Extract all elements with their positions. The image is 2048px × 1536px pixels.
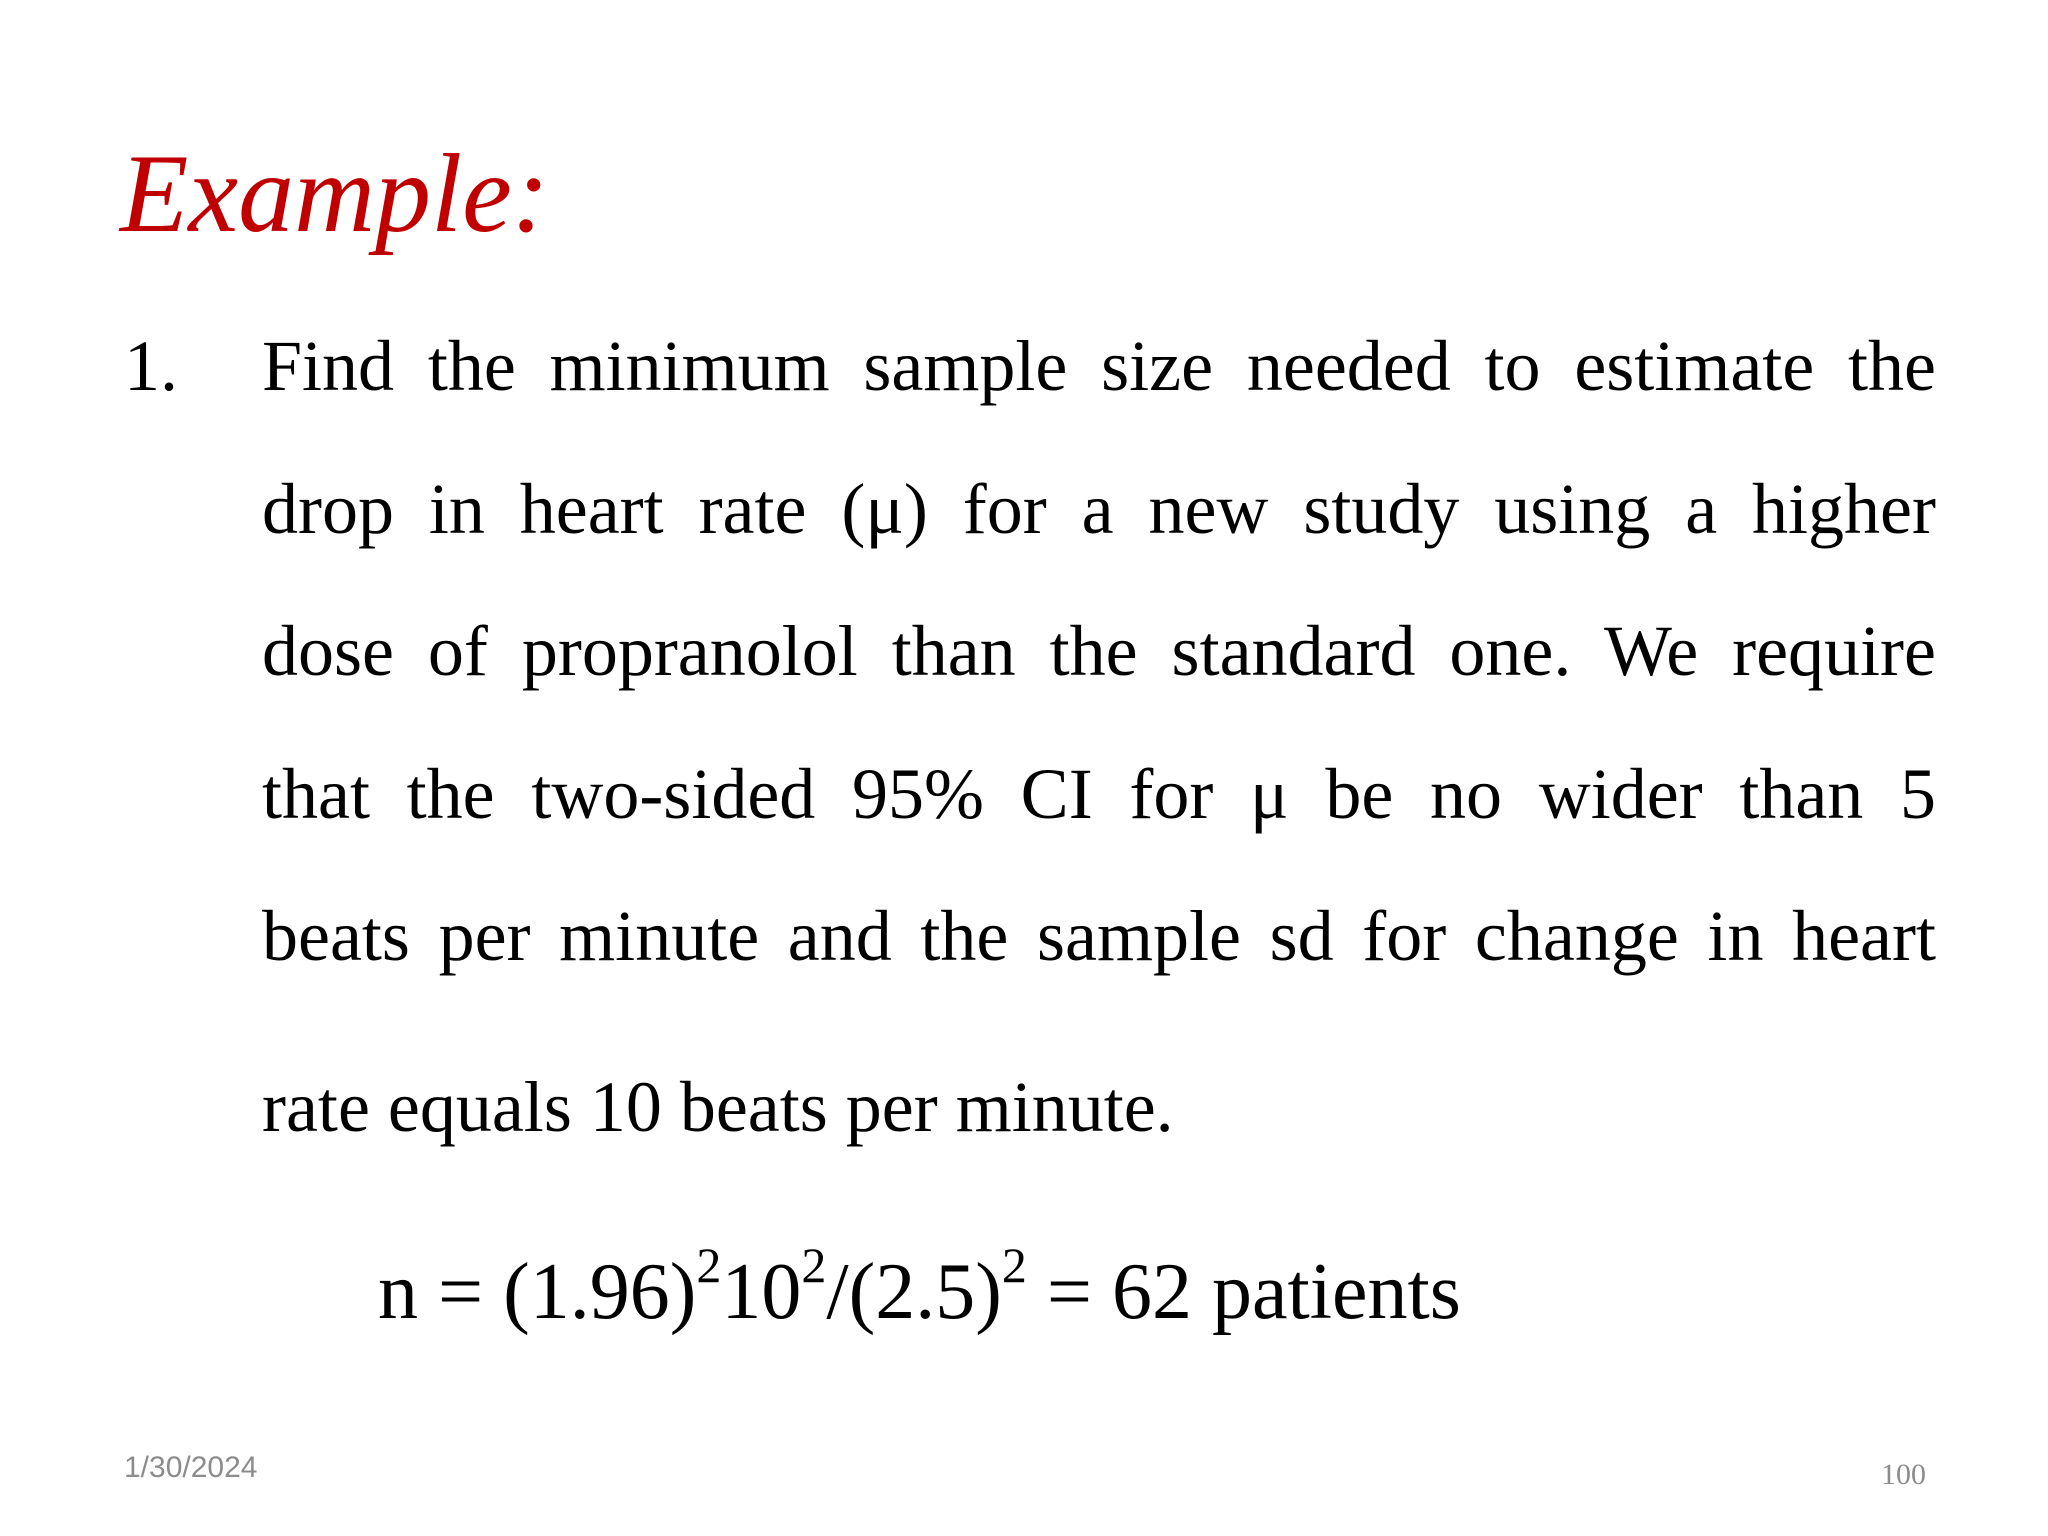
list-item-number: 1. xyxy=(124,326,178,406)
formula-exponent-1: 2 xyxy=(696,1237,722,1294)
body-line-6: rate equals 10 beats per minute. xyxy=(262,1067,1174,1147)
formula-part-1: n = (1.96) xyxy=(378,1248,697,1336)
formula-exponent-2: 2 xyxy=(801,1237,827,1294)
body-line-3: dose of propranolol than the standard one. We require xyxy=(262,611,1936,691)
formula-part-4: = 62 patients xyxy=(1026,1248,1461,1336)
body-line-1: Find the minimum sample size needed to estimate the xyxy=(262,326,1936,406)
footer-date: 1/30/2024 xyxy=(124,1451,258,1484)
slide-title: Example: xyxy=(120,132,550,256)
formula-part-3: /(2.5) xyxy=(826,1248,1002,1336)
formula-exponent-3: 2 xyxy=(1001,1237,1027,1294)
formula-part-2: 10 xyxy=(721,1248,802,1336)
body-line-5: beats per minute and the sample sd for change in heart xyxy=(262,896,1936,976)
footer-page-number: 100 xyxy=(1881,1458,1926,1491)
body-line-2: drop in heart rate (μ) for a new study using a higher xyxy=(262,469,1936,549)
body-line-4: that the two-sided 95% CI for μ be no wider than 5 xyxy=(262,754,1936,834)
sample-size-formula xyxy=(378,1237,1461,1336)
